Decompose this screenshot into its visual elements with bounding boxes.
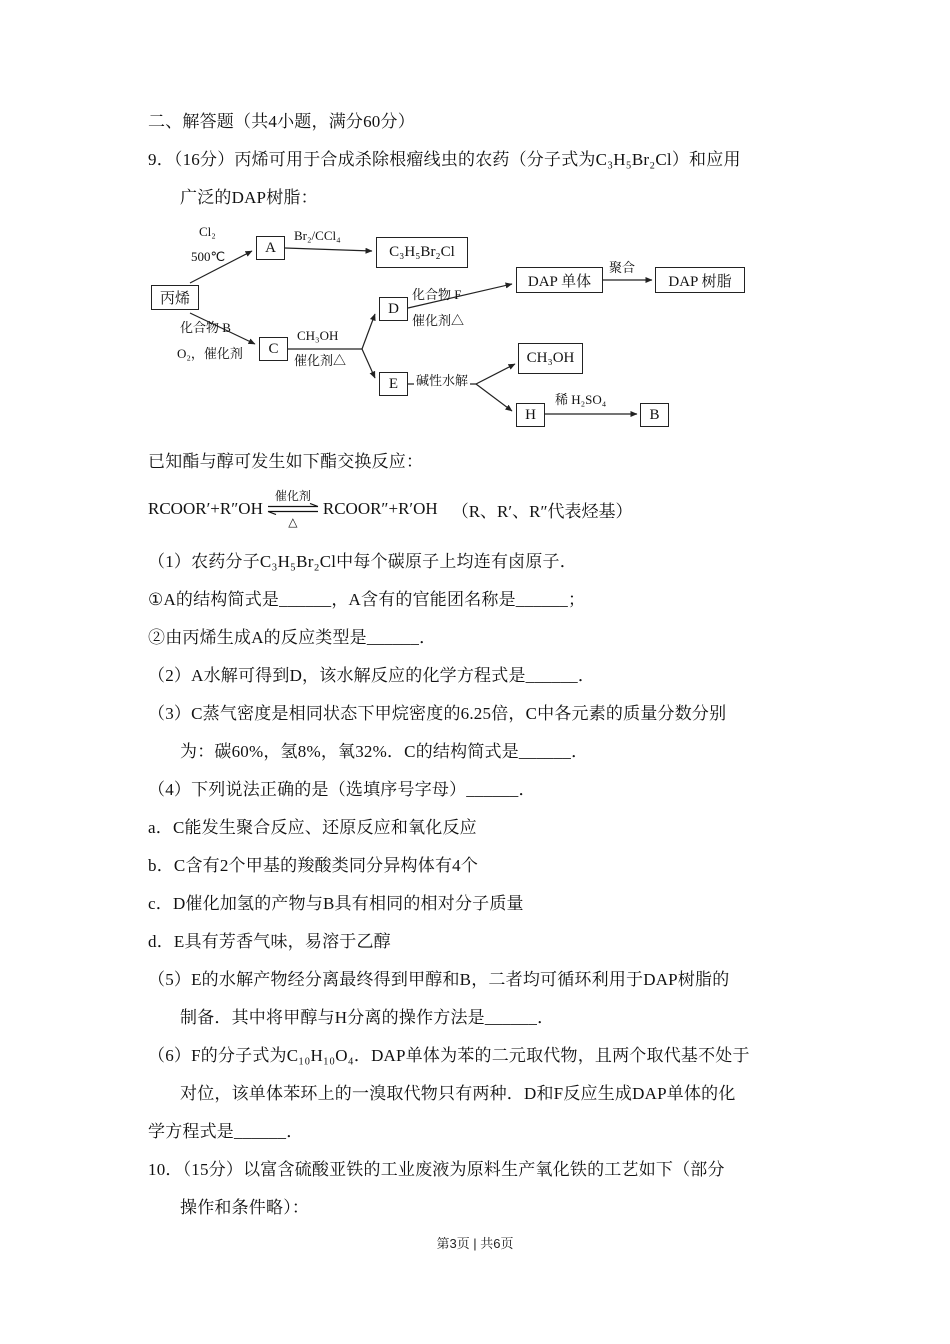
q9-sub6-line1: （6）F的分子式为C₁₀H₁₀O₄．DAP单体为苯的二元取代物，且两个取代基不处于 — [148, 1046, 750, 1065]
q9-intro-line-1: 9．（16分）丙烯可用于合成杀除根瘤线虫的农药（分子式为C₃H₅Br₂Cl）和应用 — [148, 150, 741, 169]
flowchart-label-catalyst-delta-2: 催化剂△ — [412, 313, 465, 328]
equilibrium-delta-label: △ — [288, 515, 298, 529]
q9-sub4-option-c: c．D催化加氢的产物与B具有相同的相对分子质量 — [148, 894, 524, 913]
q9-sub4: （4）下列说法正确的是（选填序号字母）______． — [148, 780, 536, 799]
flowchart-box-methanol: CH₃OH — [518, 343, 583, 374]
reaction-note: （R、R′、R″代表烃基） — [451, 501, 633, 521]
flowchart-label-polymerize: 聚合 — [609, 260, 636, 275]
flowchart-box-h: H — [516, 403, 545, 427]
q9-sub5-line2: 制备．其中将甲醇与H分离的操作方法是______． — [180, 1008, 555, 1027]
q9-flowchart — [148, 223, 770, 437]
q9-sub4-option-d: d．E具有芳香气味，易溶于乙醇 — [148, 932, 391, 951]
section-header: 二、解答题（共4小题，满分60分） — [148, 112, 415, 131]
flowchart-box-b: B — [640, 403, 669, 427]
q9-known-intro: 已知酯与醇可发生如下酯交换反应： — [148, 452, 424, 471]
q9-sub6-line3: 学方程式是______． — [148, 1122, 304, 1141]
q9-sub4-option-b: b．C含有2个甲基的羧酸类同分异构体有4个 — [148, 856, 479, 875]
flowchart-box-d: D — [379, 297, 408, 321]
reaction-right-side: RCOOR″+R′OH — [322, 499, 438, 518]
q9-ester-exchange-reaction — [148, 483, 816, 535]
flowchart-box-e: E — [379, 372, 408, 396]
flowchart-label-compound-f: 化合物 F — [412, 287, 462, 302]
q9-sub2: （2）A水解可得到D，该水解反应的化学方程式是______． — [148, 666, 596, 685]
q9-sub3-line1: （3）C蒸气密度是相同状态下甲烷密度的6.25倍，C中各元素的质量分数分别 — [148, 704, 727, 723]
equilibrium-symbol — [265, 489, 321, 529]
flowchart-label-cl2: Cl₂ — [199, 224, 216, 239]
flowchart-label-br2-ccl4: Br₂/CCl₄ — [294, 228, 341, 243]
flowchart-box-propene: 丙烯 — [151, 285, 199, 310]
q9-sub5-line1: （5）E的水解产物经分离最终得到甲醇和B，二者均可循环利用于DAP树脂的 — [148, 970, 730, 989]
q9-sub1: （1）农药分子C₃H₅Br₂Cl中每个碳原子上均连有卤原子． — [148, 552, 577, 571]
flowchart-box-dap-resin: DAP 树脂 — [655, 267, 745, 293]
flowchart-label-temp500: 500℃ — [191, 249, 226, 264]
q9-sub4-option-a: a．C能发生聚合反应、还原反应和氧化反应 — [148, 818, 477, 837]
q9-sub3-line2: 为：碳60%，氢8%，氧32%．C的结构简式是______． — [180, 742, 589, 761]
page-content — [148, 103, 816, 1227]
reaction-left-side: RCOOR′+R″OH — [148, 499, 263, 518]
flowchart-label-compound-b: 化合物 B — [180, 320, 231, 335]
flowchart-box-a: A — [256, 236, 285, 260]
q9-intro-line-2: 广泛的DAP树脂： — [180, 188, 318, 207]
flowchart-box-c: C — [259, 337, 288, 361]
flowchart-box-dap-monomer: DAP 单体 — [516, 267, 603, 293]
page-footer: 第3页 | 共6页 — [436, 1236, 514, 1251]
equilibrium-catalyst-label: 催化剂 — [274, 489, 311, 503]
q10-line-2: 操作和条件略）： — [180, 1198, 310, 1217]
q9-sub1-circle2: ②由丙烯生成A的反应类型是______． — [148, 628, 437, 647]
q10-line-1: 10．（15分）以富含硫酸亚铁的工业废液为原料生产氧化铁的工艺如下（部分 — [148, 1160, 725, 1179]
flowchart-label-ch3oh: CH₃OH — [297, 328, 339, 343]
flowchart-label-catalyst-delta-1: 催化剂△ — [294, 353, 347, 368]
flowchart-label-o2-catalyst: O₂，催化剂 — [177, 346, 243, 361]
q9-sub1-circle1: ①A的结构简式是______，A含有的官能团名称是______； — [148, 590, 586, 609]
q9-sub6-line2: 对位，该单体苯环上的一溴取代物只有两种．D和F反应生成DAP单体的化 — [180, 1084, 736, 1103]
equilibrium-arrows-icon — [265, 503, 321, 515]
flowchart-label-alkaline-hydrolysis: 碱性水解 — [416, 373, 469, 388]
flowchart-box-pesticide: C₃H₅Br₂Cl — [376, 237, 468, 268]
flowchart-label-dilute-h2so4: 稀 H₂SO₄ — [555, 392, 607, 407]
